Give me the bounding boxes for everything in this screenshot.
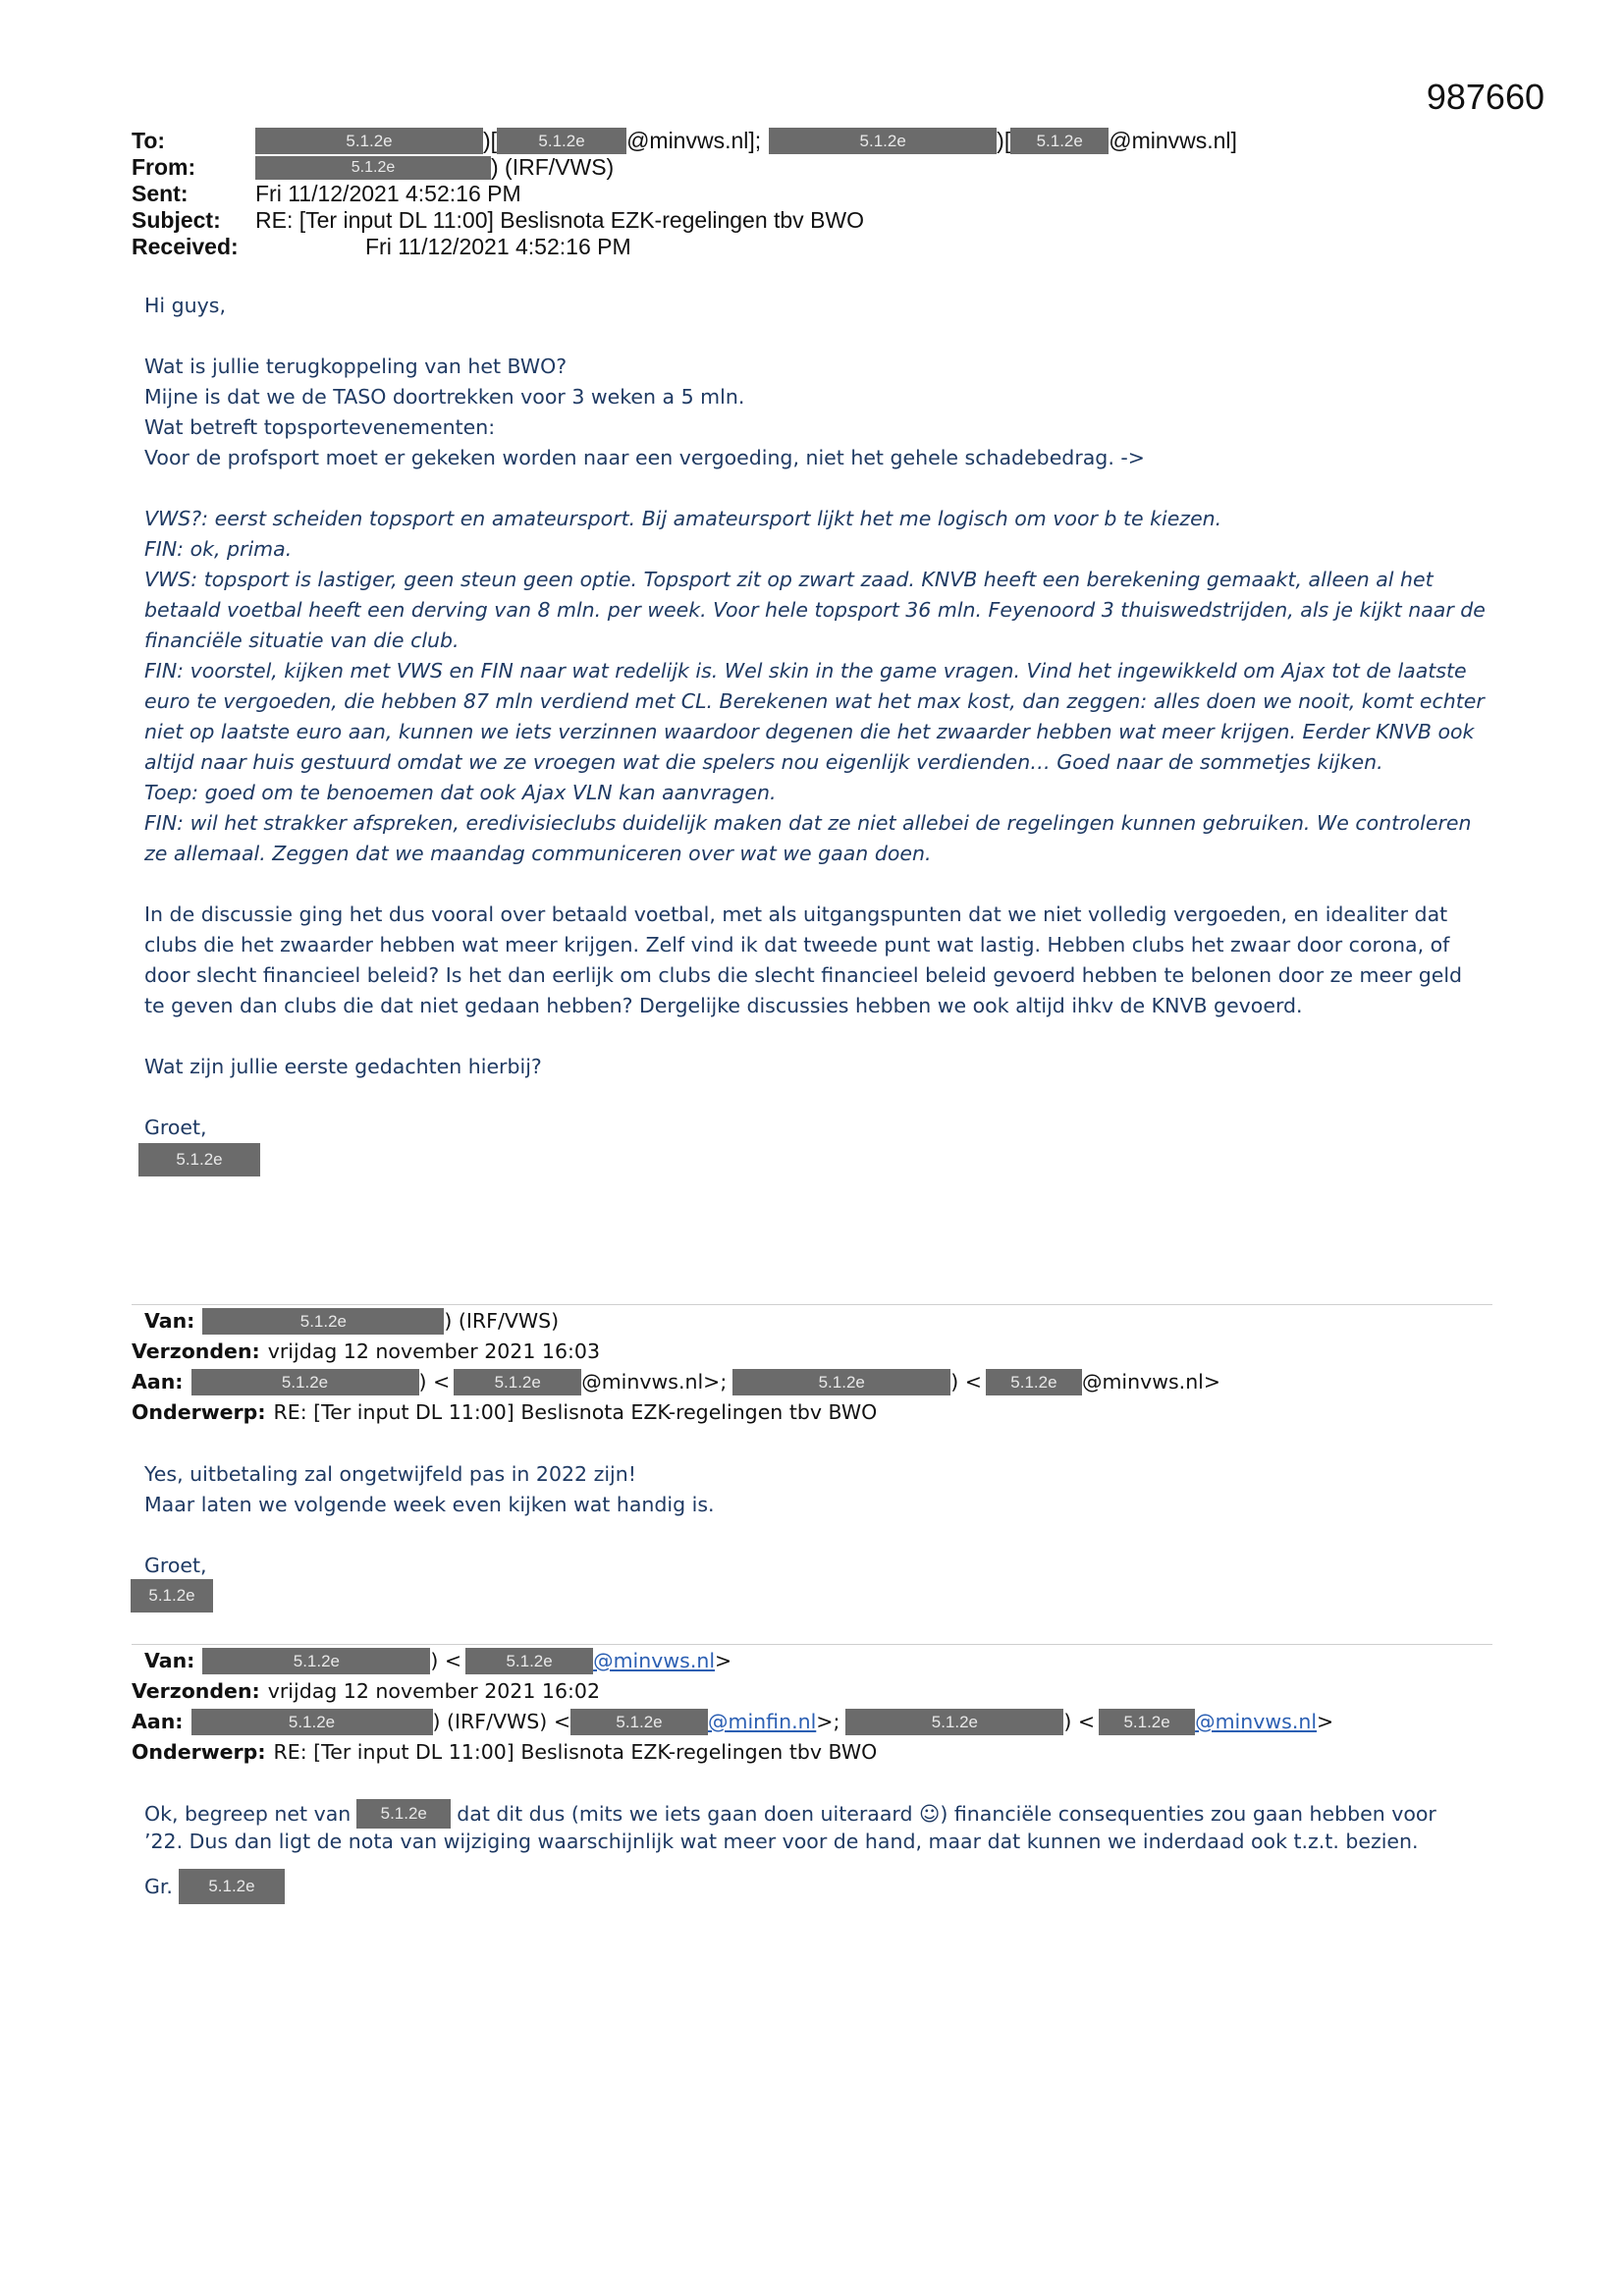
verzonden-value: vrijdag 12 november 2021 16:02 [267,1679,600,1703]
aan-email-link[interactable]: @minvws.nl [1195,1710,1318,1733]
aan-label: Aan: [132,1370,184,1394]
sent-row [132,181,1237,207]
subject-value: RE: [Ter input DL 11:00] Beslisnota EZK-regelingen tbv BWO [255,207,865,233]
body-line: In de discussie ging het dus vooral over betaald voetbal, met als uitgangspunten dat we niet volledig vergoeden, en idealiter dat [144,902,1448,926]
aan-separator: ) < [418,1370,451,1394]
redaction-box: 5.1.2e [845,1709,1063,1735]
message-body [144,1799,1436,1904]
sent-label: Sent: [132,181,189,206]
message-separator [132,1644,1492,1645]
redaction-box: 5.1.2e [138,1143,260,1176]
subject-label: Subject: [132,207,221,233]
subject-row [132,207,1237,234]
aan-domain: @minvws.nl>; [581,1370,728,1394]
sent-value: Fri 11/12/2021 4:52:16 PM [255,181,521,206]
to-row [132,128,1237,154]
aan-domain: @minvws.nl> [1081,1370,1221,1394]
received-value: Fri 11/12/2021 4:52:16 PM [365,234,631,259]
redaction-box: 5.1.2e [465,1648,593,1674]
onderwerp-label: Onderwerp: [132,1740,266,1764]
note-line: VWS: topsport is lastiger, geen steun geen optie. Topsport zit op zwart zaad. KNVB heeft een berekening gemaakt, alleen al het [144,568,1434,591]
email-header [132,128,1237,260]
verzonden-value: vrijdag 12 november 2021 16:03 [267,1339,600,1363]
redaction-box: 5.1.2e [1010,128,1109,154]
onderwerp-value: RE: [Ter input DL 11:00] Beslisnota EZK-regelingen tbv BWO [273,1740,878,1764]
to-separator: )[ [483,128,498,153]
aan-email-link[interactable]: @minfin.nl [708,1710,817,1733]
redaction-box: 5.1.2e [255,128,483,154]
body-text: dat dit dus (mits we iets gaan doen uiteraard ☺) financiële consequenties zou gaan hebben voor [457,1801,1436,1826]
redaction-box: 5.1.2e [179,1869,285,1904]
from-suffix: ) (IRF/VWS) [491,154,615,180]
forwarded-header [132,1306,1220,1428]
aan-row [132,1707,1333,1737]
greeting: Hi guys, [144,294,226,317]
body-line: Wat betreft topsportevenementen: [144,415,496,439]
van-label: Van: [144,1309,195,1333]
body-line: Wat is jullie terugkoppeling van het BWO? [144,355,568,378]
to-separator: )[ [997,128,1011,153]
body-line: ’22. Dus dan ligt de nota van wijziging waarschijnlijk wat meer voor de hand, maar dat kunnen we inderdaad ook t.z.t. bezien. [144,1830,1419,1853]
aan-end: >; [816,1710,840,1733]
question-line: Wat zijn jullie eerste gedachten hierbij? [144,1055,542,1078]
onderwerp-row [132,1737,1333,1768]
redaction-box: 5.1.2e [202,1648,430,1674]
redaction-box: 5.1.2e [986,1369,1082,1395]
body-line: Yes, uitbetaling zal ongetwijfeld pas in 2022 zijn! [144,1462,636,1486]
van-row [132,1646,1333,1676]
note-line: Toep: goed om te benoemen dat ook Ajax VLN kan aanvragen. [144,781,777,804]
aan-separator: ) < [950,1370,982,1394]
closing: Groet, [144,1554,207,1577]
closing: Groet, [144,1116,207,1139]
redaction-box: 5.1.2e [570,1709,708,1735]
body-line: te geven dan clubs die dat niet gedaan hebben? Dergelijke discussies hebben we ook altijd ihkv de KNVB gevoerd. [144,994,1303,1017]
verzonden-label: Verzonden: [132,1339,260,1363]
redaction-box: 5.1.2e [1099,1709,1195,1735]
van-email-link[interactable]: @minvws.nl [593,1649,716,1672]
note-line: financiële situatie van die club. [144,629,460,652]
body-line: door slecht financieel beleid? Is het dan eerlijk om clubs die slecht financieel beleid gevoerd hebben te belonen door ze meer geld [144,963,1463,987]
body-line [144,1799,1436,1829]
verzonden-label: Verzonden: [132,1679,260,1703]
note-line: betaald voetbal heeft een derving van 8 mln. per week. Voor hele topsport 36 mln. Feyenoord 3 thuiswedstrijden, als je kijkt naar de [144,598,1486,622]
note-line: FIN: ok, prima. [144,537,293,561]
note-line: altijd naar huis gestuurd omdat we ze vroegen wat die spelers nou eigenlijk verdienden… Goed naar de sommetjes kijken. [144,750,1383,774]
redaction-box: 5.1.2e [191,1709,433,1735]
redaction-box: 5.1.2e [454,1369,581,1395]
body-line: Voor de profsport moet er gekeken worden naar een vergoeding, niet het gehele schadebedrag. -> [144,446,1145,469]
note-line: VWS?: eerst scheiden topsport en amateursport. Bij amateursport lijkt het me logisch om voor b te kiezen. [144,507,1222,530]
redaction-box: 5.1.2e [202,1308,444,1335]
redaction-box: 5.1.2e [732,1369,950,1395]
closing-line [144,1869,1436,1904]
aan-row [132,1367,1220,1397]
aan-end: > [1317,1710,1334,1733]
van-end: > [715,1649,732,1672]
forwarded-header [132,1646,1333,1768]
redaction-box: 5.1.2e [131,1579,213,1613]
verzonden-row [132,1676,1333,1707]
closing: Gr. [144,1874,173,1898]
van-separator: ) < [430,1649,462,1672]
to-label: To: [132,128,166,153]
to-domain: @minvws.nl]; [626,128,762,153]
aan-label: Aan: [132,1710,184,1733]
van-row [132,1306,1220,1337]
note-line: euro te vergoeden, die hebben 87 mln verdiend met CL. Berekenen wat het max kost, dan zeggen: alles doen we nooit, komt echter [144,689,1485,713]
received-row [132,234,1237,260]
van-suffix: ) (IRF/VWS) [444,1309,560,1333]
verzonden-row [132,1337,1220,1367]
from-row [132,154,1237,181]
note-line: FIN: voorstel, kijken met VWS en FIN naar wat redelijk is. Wel skin in the game vragen. Vind het ingewikkeld om Ajax tot de laatste [144,659,1467,683]
from-label: From: [132,154,196,180]
redaction-box: 5.1.2e [356,1799,451,1829]
note-line: FIN: wil het strakker afspreken, eredivisieclubs duidelijk maken dat ze niet allebei de regelingen kunnen gebruiken. We controleren [144,811,1472,835]
body-text: Ok, begreep net van [144,1801,352,1826]
redaction-box: 5.1.2e [497,128,626,154]
received-label: Received: [132,234,239,259]
body-line: Mijne is dat we de TASO doortrekken voor 3 weken a 5 mln. [144,385,745,409]
body-line: clubs die het zwaarder hebben wat meer krijgen. Zelf vind ik dat tweede punt wat lastig. Hebben clubs het zwaar door corona, of [144,933,1450,957]
message-body [144,1459,715,1581]
aan-separator: ) (IRF/VWS) < [432,1710,570,1733]
body-line: Maar laten we volgende week even kijken wat handig is. [144,1493,715,1516]
aan-separator: ) < [1063,1710,1096,1733]
onderwerp-row [132,1397,1220,1428]
redaction-box: 5.1.2e [255,156,491,180]
to-domain: @minvws.nl] [1109,128,1237,153]
message-body [144,291,1486,1176]
redaction-box: 5.1.2e [769,128,997,154]
van-label: Van: [144,1649,195,1672]
document-id: 987660 [1426,77,1544,117]
onderwerp-label: Onderwerp: [132,1400,266,1424]
onderwerp-value: RE: [Ter input DL 11:00] Beslisnota EZK-regelingen tbv BWO [273,1400,878,1424]
message-separator [132,1304,1492,1305]
redaction-box: 5.1.2e [191,1369,419,1395]
note-line: niet op laatste euro aan, kunnen we iets verzinnen waardoor degenen die het zwaarder hebben wat meer krijgen. Eerder KNVB ook [144,720,1475,743]
note-line: ze allemaal. Zeggen dat we maandag communiceren over wat we gaan doen. [144,842,932,865]
